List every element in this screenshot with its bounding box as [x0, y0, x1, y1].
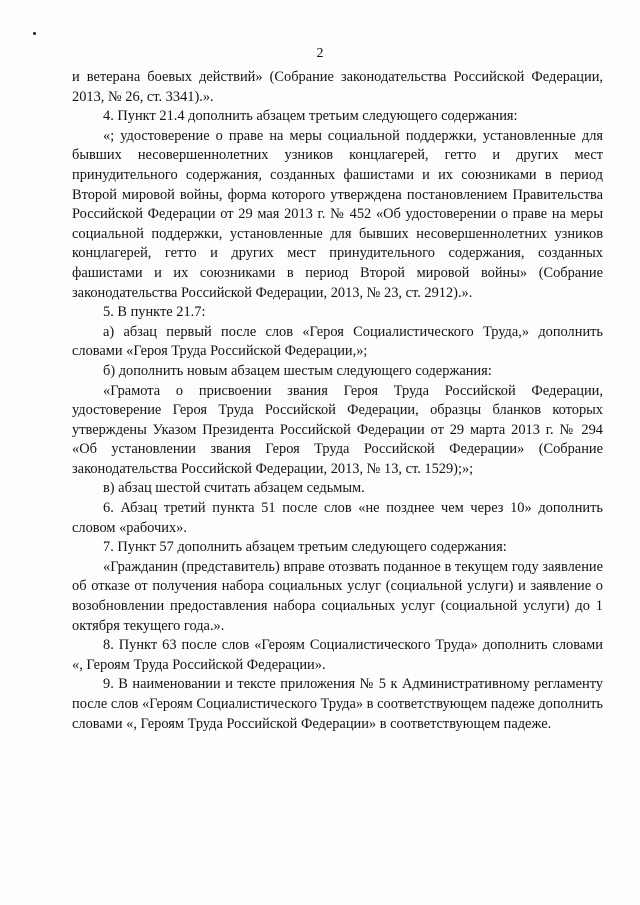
- page-number: 2: [316, 46, 324, 61]
- paragraph-item-7-quote: «Гражданин (представитель) вправе отозвать поданное в текущем году заявление об отказе от получения набора социальных услуг (социальной услуги) и заявление о возобновлении предоставления набора социальных услуг (социальной услуги) до 1 октября текущего года.».: [72, 558, 603, 634]
- paragraph-item-8: 8. Пункт 63 после слов «Героям Социалистического Труда» дополнить словами «, Героям Труда Российской Федерации».: [72, 637, 603, 673]
- paragraph-item-9: 9. В наименовании и тексте приложения № 5 к Административному регламенту после слов «Героям Социалистического Труда» в соответствующем падеже дополнить словами «, Героям Труда Российской Федерации» в соответствующем падеже.: [72, 676, 603, 732]
- paragraph-item-4-quote: «; удостоверение о праве на меры социальной поддержки, установленные для бывших несовершеннолетних узников концлагерей, гетто и других мест принудительного содержания, созданных фашистами и их союзниками в период Второй мировой войны, форма которого утверждена постановлением Правительства Российской Федерации от 29 мая 2013 г. № 452 «Об удостоверении о праве на меры социальной поддержки, установленные для бывших несовершеннолетних узников концлагерей, гетто и других мест принудительного содержания, созданных фашистами и их союзниками в период Второй мировой войны» (Собрание законодательства Российской Федерации, 2013, № 23, ст. 2912).».: [72, 127, 603, 301]
- paragraph-item-5b-quote: «Грамота о присвоении звания Героя Труда Российской Федерации, удостоверение Героя Труда Российской Федерации, образцы бланков которых утверждены Указом Президента Российской Федерации от 29 марта 2013 г. № 294 «Об установлении звания Героя Труда Российской Федерации» (Собрание законодательства Российской Федерации, 2013, № 13, ст. 1529);»;: [72, 382, 603, 477]
- paragraph-item-6: 6. Абзац третий пункта 51 после слов «не позднее чем через 10» дополнить словом «рабочих».: [72, 500, 603, 536]
- paragraph-item-5c: в) абзац шестой считать абзацем седьмым.: [103, 480, 365, 497]
- paragraph-item-4: 4. Пункт 21.4 дополнить абзацем третьим следующего содержания:: [103, 108, 518, 125]
- scan-speck: [33, 32, 36, 35]
- paragraph-item-7: 7. Пункт 57 дополнить абзацем третьим следующего содержания:: [103, 539, 507, 556]
- paragraph-item-5: 5. В пункте 21.7:: [103, 304, 206, 321]
- paragraph-continuation: и ветерана боевых действий» (Собрание законодательства Российской Федерации, 2013, № 26, ст. 3341).».: [72, 69, 603, 105]
- document-body: [72, 68, 603, 734]
- paragraph-item-5a: а) абзац первый после слов «Героя Социалистического Труда,» дополнить словами «Героя Труда Российской Федерации,»;: [72, 323, 603, 360]
- paragraph-item-5b: б) дополнить новым абзацем шестым следующего содержания:: [103, 362, 492, 379]
